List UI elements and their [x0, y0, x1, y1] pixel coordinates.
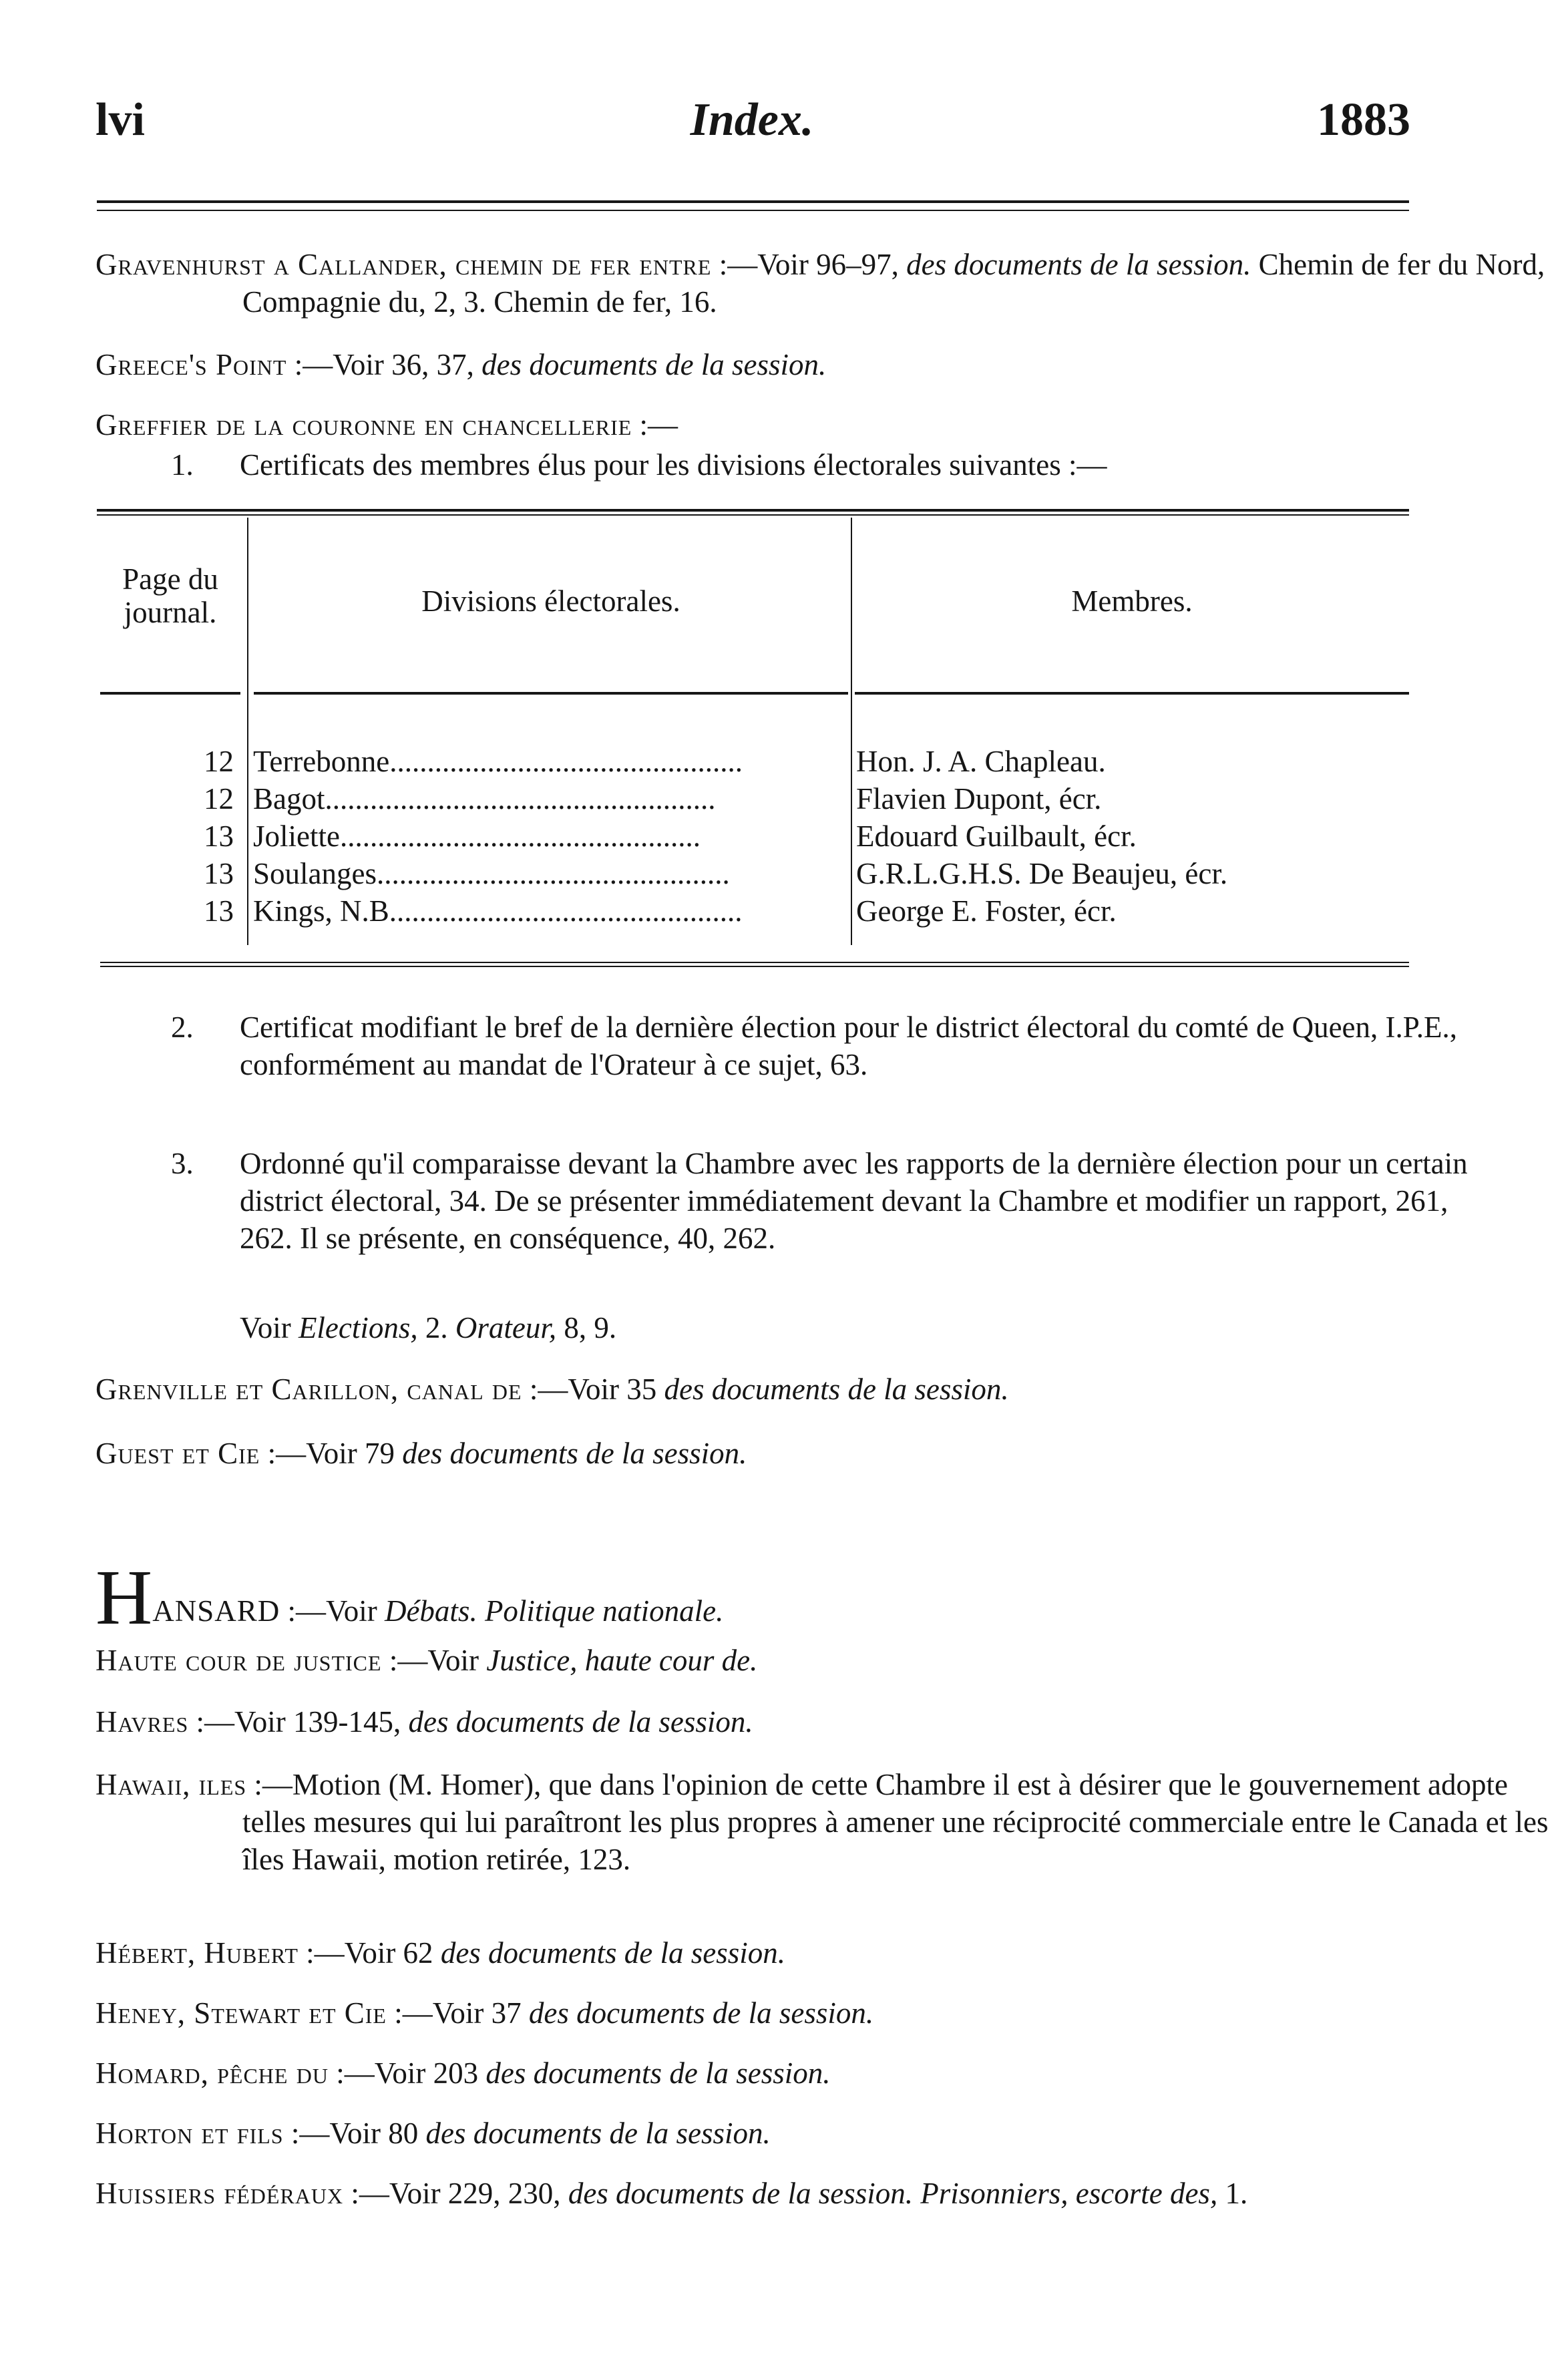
entry-text: :—Voir 62 — [298, 1936, 441, 1970]
table-cell-division: Soulanges............................................... — [253, 857, 730, 890]
entry-heading: Hébert, Hubert — [95, 1936, 299, 1970]
entry-italic: des documents de la session. — [402, 1437, 747, 1470]
table-cell-page: 12 — [204, 782, 234, 815]
voir-text: 2. — [417, 1311, 455, 1344]
entry-italic: des documents de la session. — [440, 1936, 785, 1970]
entry-heading: Havres — [95, 1705, 189, 1739]
table-column-divider — [247, 518, 248, 945]
table-header-page: Page du journal. — [122, 562, 218, 629]
entry-italic: des documents de la session. — [425, 2117, 771, 2150]
index-entry-horton — [95, 2115, 1568, 2152]
item-number: 3. — [171, 1147, 194, 1180]
table-header-rule — [855, 692, 1409, 695]
entry-heading: Horton et fils — [95, 2117, 284, 2150]
entry-heading: Hawaii, iles — [95, 1768, 247, 1801]
entry-italic: des documents de la session. — [528, 1996, 874, 2030]
entry-text: :—Voir 37 — [386, 1996, 529, 2030]
table-cell-membre: George E. Foster, écr. — [856, 894, 1117, 928]
entry-italic: Débats. Politique nationale. — [384, 1594, 724, 1628]
entry-heading: Greffier de la couronne en chancellerie — [95, 408, 632, 441]
voir-reference: Orateur, — [455, 1311, 557, 1344]
page-year: 1883 — [1317, 94, 1410, 146]
entry-heading: Gravenhurst a Callander, chemin de fer entre — [95, 248, 712, 281]
table-cell-membre: Edouard Guilbault, écr. — [856, 820, 1137, 853]
table-header-membres: Membres. — [1071, 584, 1193, 618]
entry-italic: des documents de la session. — [408, 1705, 753, 1739]
table-cell-page: 13 — [204, 820, 234, 853]
item-text: Certificat modifiant le bref de la dernière élection pour le district électoral du comté de Queen, I.P.E., conformément au mandat de l'Orateur à ce sujet, 63. — [240, 1011, 1458, 1081]
voir-prefix: Voir — [240, 1311, 299, 1344]
index-entry-hawaii — [95, 1766, 1568, 1878]
entry-text: :— — [632, 408, 678, 441]
index-entry-homard — [95, 2054, 1568, 2092]
index-entry-hansard — [95, 1554, 1568, 1641]
entry-heading: Huissiers fédéraux — [95, 2177, 344, 2210]
greffier-item-2 — [171, 1009, 1490, 1083]
header-rule-top — [97, 200, 1409, 203]
voir-reference: Elections, — [298, 1311, 418, 1344]
division-name: Terrebonne — [253, 745, 390, 778]
division-name: Kings, N.B — [253, 894, 389, 928]
entry-heading: Greece's Point — [95, 348, 287, 381]
table-rule-bottom — [100, 962, 1409, 963]
item-number: 2. — [171, 1011, 194, 1044]
table-header-rule — [100, 692, 240, 695]
entry-heading: Grenville et Carillon, canal de — [95, 1373, 522, 1406]
table-cell-membre: Hon. J. A. Chapleau. — [856, 745, 1106, 778]
entry-italic: des documents de la session. Prisonniers, escorte des, — [568, 2177, 1218, 2210]
index-entry-grenville — [95, 1371, 1568, 1408]
index-entry-greffier — [95, 406, 1568, 443]
table-cell-division: Terrebonne............................................... — [253, 745, 743, 778]
index-entry-heney — [95, 1994, 1568, 2032]
entry-text: Chemin de fer du Nord, Compagnie du, 2, 3. Chemin de fer, 16. — [242, 248, 1545, 319]
index-entry-greece — [95, 346, 1568, 383]
table-cell-page: 13 — [204, 857, 234, 890]
entry-text: :—Voir — [381, 1644, 487, 1677]
entry-heading: Haute cour de justice — [95, 1644, 382, 1677]
entry-heading: Heney, Stewart et Cie — [95, 1996, 387, 2030]
table-cell-membre: Flavien Dupont, écr. — [856, 782, 1102, 815]
item-number: 1. — [171, 448, 194, 482]
greffier-item-3 — [171, 1145, 1490, 1257]
entry-text: :—Voir 35 — [522, 1373, 664, 1406]
index-entry-haute-cour — [95, 1642, 1568, 1679]
entry-text: :—Motion (M. Homer), que dans l'opinion de cette Chambre il est à désirer que le gouvernement adopte telles mesures qui lui paraîtront les plus propres à amener une réciprocité commerciale entre le Canada et les îles Hawaii, motion retirée, 123. — [242, 1768, 1549, 1876]
entry-italic: des documents de la session. — [485, 2056, 831, 2090]
table-header-divisions: Divisions électorales. — [421, 584, 680, 618]
index-entry-guest — [95, 1435, 1568, 1472]
entry-text: :—Voir 80 — [283, 2117, 426, 2150]
page-title: Index. — [690, 94, 814, 146]
table-cell-division: Kings, N.B............................................... — [253, 894, 743, 928]
entry-heading: Homard, pêche du — [95, 2056, 329, 2090]
table-column-divider — [851, 518, 852, 945]
table-cell-division: Joliette................................................ — [253, 820, 701, 853]
entry-italic: des documents de la session. — [481, 348, 827, 381]
entry-text: :—Voir 79 — [260, 1437, 403, 1470]
header-rule-bottom — [97, 210, 1409, 211]
division-name: Soulanges — [253, 857, 377, 890]
page-number: lvi — [95, 94, 145, 146]
division-name: Joliette — [253, 820, 340, 853]
item-text: Certificats des membres élus pour les divisions électorales suivantes :— — [240, 448, 1107, 482]
table-cell-membre: G.R.L.G.H.S. De Beaujeu, écr. — [856, 857, 1228, 890]
table-cell-page: 13 — [204, 894, 234, 928]
entry-text: :—Voir — [280, 1594, 385, 1628]
entry-text: :—Voir 203 — [328, 2056, 486, 2090]
entry-text: :—Voir 139-145, — [188, 1705, 409, 1739]
greffier-voir — [240, 1309, 616, 1346]
index-entry-hebert — [95, 1934, 1568, 1972]
index-entry-huissiers — [95, 2175, 1568, 2212]
index-entry-gravenhurst — [95, 246, 1568, 321]
entry-italic: des documents de la session. — [906, 248, 1251, 281]
table-rule-top — [97, 509, 1409, 512]
entry-text: :—Voir 96–97, — [711, 248, 907, 281]
entry-text: :—Voir 229, 230, — [343, 2177, 568, 2210]
section-dropcap: H — [95, 1554, 153, 1641]
entry-text: 1. — [1217, 2177, 1248, 2210]
entry-heading: ANSARD — [152, 1594, 280, 1628]
entry-italic: Justice, haute cour de. — [486, 1644, 758, 1677]
entry-heading: Guest et Cie — [95, 1437, 260, 1470]
table-rule-top-thin — [97, 514, 1409, 516]
greffier-item-1 — [171, 446, 1490, 484]
item-text: Ordonné qu'il comparaisse devant la Chambre avec les rapports de la dernière élection pour un certain district électoral, 34. De se présenter immédiatement devant la Chambre et modifier un rapport, 261, 262. Il se présente, en conséquence, 40, 262. — [240, 1147, 1468, 1255]
table-cell-division: Bagot.................................................... — [253, 782, 716, 815]
index-entry-havres — [95, 1703, 1568, 1741]
table-header-rule — [254, 692, 848, 695]
division-name: Bagot — [253, 782, 325, 815]
entry-italic: des documents de la session. — [664, 1373, 1009, 1406]
entry-text: :—Voir 36, 37, — [286, 348, 482, 381]
voir-text: 8, 9. — [556, 1311, 617, 1344]
table-rule-bottom-thin — [100, 966, 1409, 967]
table-cell-page: 12 — [204, 745, 234, 778]
